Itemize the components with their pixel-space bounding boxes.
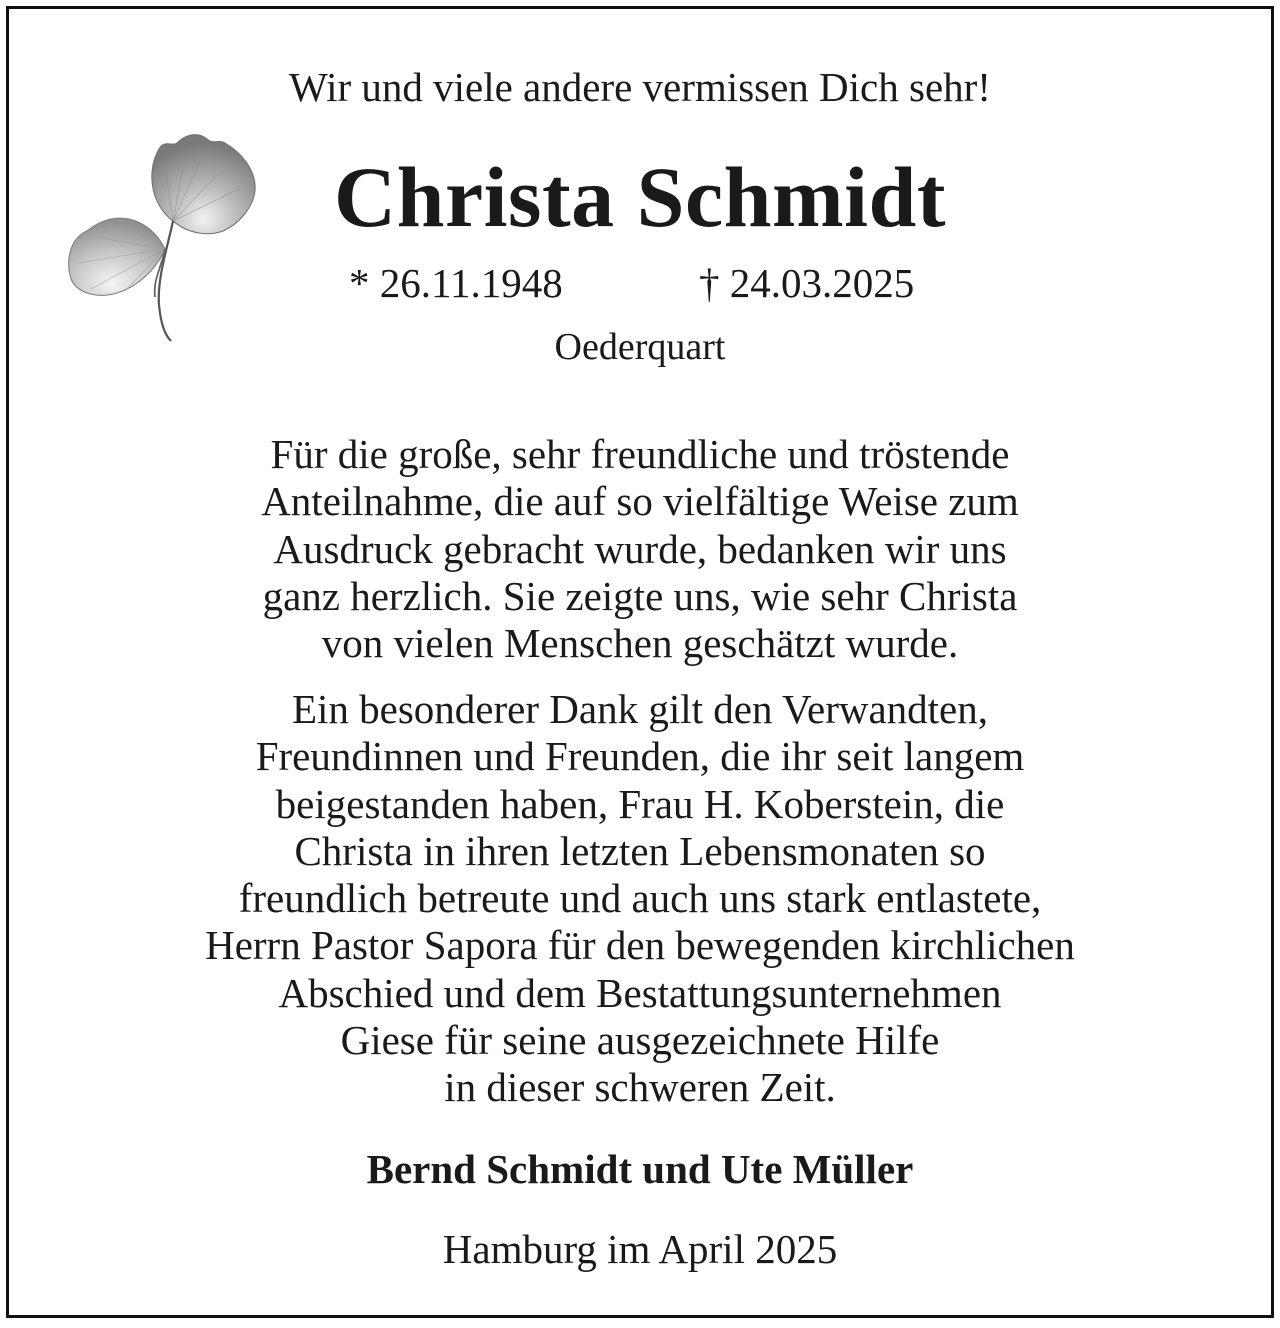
text-line: Abschied und dem Bestattungsunternehmen [278, 969, 1002, 1016]
hometown: Oederquart [554, 326, 726, 368]
text-line: in dieser schweren Zeit. [444, 1064, 836, 1111]
text-line: von vielen Menschen geschätzt wurde. [321, 620, 959, 667]
birth-date: * 26.11.1948 [349, 260, 563, 306]
deceased-name: Christa Schmidt [334, 149, 946, 245]
text-line: Ein besonderer Dank gilt den Verwandten, [291, 686, 989, 732]
motto: Wir und viele andere vermissen Dich sehr! [289, 64, 991, 110]
text-line: ganz herzlich. Sie zeigte uns, wie sehr Christa [262, 572, 1018, 619]
obituary-frame [6, 6, 1274, 1318]
thanks-paragraph-1 [9, 431, 1271, 667]
text-line: Ausdruck gebracht wurde, bedanken wir uns [273, 525, 1007, 572]
text-line: beigestanden haben, Frau H. Koberstein, die [275, 780, 1005, 827]
text-line: Christa in ihren letzten Lebensmonaten so [294, 827, 986, 874]
text-line: Für die große, sehr freundliche und tröstende [270, 431, 1010, 477]
text-line: Giese für seine ausgezeichnete Hilfe [340, 1017, 940, 1064]
thanks-paragraph-2 [9, 686, 1271, 1112]
text-line: freundlich betreute und auch uns stark entlastete, [238, 875, 1042, 922]
text-line: Freundinnen und Freunden, die ihr seit langem [255, 733, 1025, 780]
text-line: Herrn Pastor Sapora für den bewegenden kirchlichen [205, 922, 1075, 969]
death-date: † 24.03.2025 [699, 260, 915, 306]
signatories: Bernd Schmidt und Ute Müller [366, 1146, 914, 1192]
place-and-date: Hamburg im April 2025 [442, 1226, 838, 1272]
text-line: Anteilnahme, die auf so vielfältige Weise zum [261, 478, 1019, 525]
